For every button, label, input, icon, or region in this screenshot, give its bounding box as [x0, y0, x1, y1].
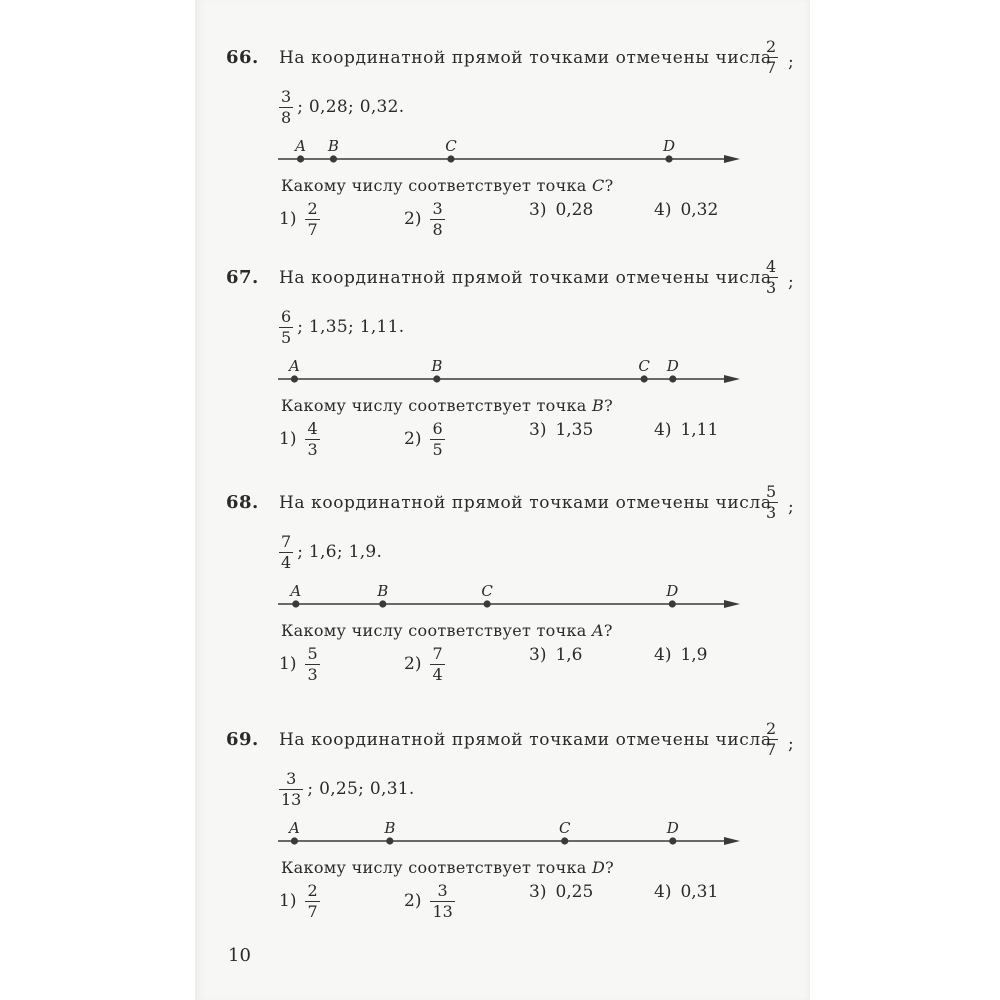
point-label: B	[431, 357, 443, 375]
point-a	[291, 837, 298, 844]
statement-continuation	[279, 88, 404, 126]
statement-values: ; 1,6; 1,9.	[297, 542, 383, 563]
statement-fraction	[764, 258, 778, 296]
question-point: B	[592, 396, 605, 415]
option-number: 3)	[529, 420, 547, 440]
numerator: 5	[307, 644, 318, 663]
point-b	[330, 155, 337, 162]
point-label: D	[666, 819, 679, 837]
denominator: 7	[307, 901, 318, 921]
denominator: 3	[766, 502, 777, 522]
problem-number: 68.	[226, 492, 259, 513]
question	[281, 621, 613, 640]
number-line	[270, 577, 740, 613]
statement-continuation	[279, 533, 382, 571]
point-b	[433, 375, 440, 382]
statement-semicolon: ;	[788, 272, 794, 292]
answer-option-2[interactable]	[404, 645, 445, 683]
denominator: 7	[307, 219, 318, 239]
answer-option-3[interactable]	[529, 645, 583, 665]
question-text: Какому числу соответствует точка	[281, 621, 593, 640]
problem-67	[0, 220, 1000, 460]
point-c	[447, 155, 454, 162]
problem-number: 67.	[226, 267, 259, 288]
point-label: C	[481, 582, 493, 600]
statement-values: ; 0,25; 0,31.	[307, 779, 415, 800]
option-value: 0,25	[555, 882, 594, 902]
axis-arrow	[724, 600, 740, 608]
denominator: 4	[432, 664, 443, 684]
option-number: 2)	[404, 429, 422, 450]
problem-statement: На координатной прямой точками отмечены числа	[279, 730, 772, 750]
question	[281, 858, 614, 877]
denominator: 13	[432, 901, 453, 921]
point-a	[292, 600, 299, 607]
option-number: 1)	[279, 209, 297, 230]
answer-option-3[interactable]	[529, 420, 593, 440]
statement-fraction	[279, 88, 293, 126]
point-d	[669, 837, 676, 844]
problem-number: 69.	[226, 729, 259, 750]
denominator: 3	[307, 439, 318, 459]
option-fraction	[305, 645, 319, 683]
denominator: 3	[307, 664, 318, 684]
point-label: C	[638, 357, 650, 375]
question	[281, 176, 613, 195]
option-number: 2)	[404, 654, 422, 675]
numerator: 3	[286, 769, 297, 788]
axis-arrow	[724, 375, 740, 383]
option-fraction	[430, 882, 454, 920]
problem-66	[0, 0, 1000, 240]
option-number: 4)	[654, 882, 672, 902]
numerator: 6	[432, 419, 443, 438]
point-label: B	[384, 819, 396, 837]
answer-option-3[interactable]	[529, 200, 593, 220]
option-value: 1,11	[680, 420, 719, 440]
denominator: 8	[281, 107, 292, 127]
point-label: A	[295, 137, 306, 155]
denominator: 5	[432, 439, 443, 459]
point-label: B	[377, 582, 389, 600]
denominator: 8	[432, 219, 443, 239]
problem-statement: На координатной прямой точками отмечены числа	[279, 493, 772, 513]
question-mark: ?	[605, 858, 615, 877]
problem-number: 66.	[226, 47, 259, 68]
option-number: 2)	[404, 209, 422, 230]
numerator: 5	[766, 482, 777, 501]
answer-option-4[interactable]	[654, 200, 718, 220]
option-value: 0,28	[555, 200, 594, 220]
point-a	[297, 155, 304, 162]
statement-fraction	[279, 308, 293, 346]
option-number: 3)	[529, 200, 547, 220]
question-point: C	[592, 176, 605, 195]
number-line	[270, 352, 740, 388]
option-fraction	[430, 645, 444, 683]
numerator: 4	[307, 419, 318, 438]
option-number: 4)	[654, 200, 672, 220]
numerator: 3	[281, 87, 292, 106]
point-c	[641, 375, 648, 382]
statement-continuation	[279, 770, 415, 808]
denominator: 13	[281, 789, 302, 809]
problem-68	[0, 445, 1000, 685]
point-b	[379, 600, 386, 607]
option-value: 0,31	[680, 882, 719, 902]
answer-option-4[interactable]	[654, 882, 718, 902]
statement-fraction	[279, 770, 303, 808]
problem-statement: На координатной прямой точками отмечены числа	[279, 268, 772, 288]
statement-values: ; 0,28; 0,32.	[297, 97, 405, 118]
question-text: Какому числу соответствует точка	[281, 396, 593, 415]
question-mark: ?	[604, 396, 613, 415]
answer-option-1[interactable]	[279, 645, 320, 683]
option-fraction	[305, 882, 319, 920]
statement-fraction	[764, 38, 778, 76]
question-text: Какому числу соответствует точка	[281, 176, 593, 195]
option-value: 0,32	[680, 200, 719, 220]
problem-statement: На координатной прямой точками отмечены числа	[279, 48, 772, 68]
numerator: 7	[281, 532, 292, 551]
statement-fraction	[764, 720, 778, 758]
statement-semicolon: ;	[788, 734, 794, 754]
denominator: 7	[766, 739, 777, 759]
statement-values: ; 1,35; 1,11.	[297, 317, 405, 338]
page-number: 10	[228, 945, 251, 966]
option-value: 1,6	[555, 645, 583, 665]
numerator: 6	[281, 307, 292, 326]
point-label: A	[289, 357, 300, 375]
statement-semicolon: ;	[788, 52, 794, 72]
point-label: D	[663, 137, 676, 155]
question-mark: ?	[603, 621, 613, 640]
point-d	[665, 155, 672, 162]
numerator: 7	[432, 644, 443, 663]
number-line	[270, 132, 740, 168]
statement-semicolon: ;	[788, 497, 794, 517]
question-text: Какому числу соответствует точка	[281, 858, 593, 877]
denominator: 4	[281, 552, 292, 572]
numerator: 2	[766, 37, 777, 56]
answer-option-3[interactable]	[529, 882, 593, 902]
statement-continuation	[279, 308, 404, 346]
numerator: 2	[307, 199, 318, 218]
numerator: 3	[432, 199, 443, 218]
statement-fraction	[279, 533, 293, 571]
denominator: 5	[281, 327, 292, 347]
option-number: 3)	[529, 645, 547, 665]
option-number: 4)	[654, 420, 672, 440]
problem-69	[0, 682, 1000, 922]
question	[281, 396, 613, 415]
option-number: 2)	[404, 891, 422, 912]
point-a	[291, 375, 298, 382]
point-d	[669, 375, 676, 382]
point-c	[484, 600, 491, 607]
option-number: 1)	[279, 429, 297, 450]
option-number: 4)	[654, 645, 672, 665]
axis-arrow	[724, 155, 740, 163]
point-label: D	[666, 357, 679, 375]
option-number: 1)	[279, 654, 297, 675]
point-label: D	[666, 582, 679, 600]
point-d	[669, 600, 676, 607]
numerator: 2	[766, 719, 777, 738]
question-point: D	[592, 858, 606, 877]
answer-option-4[interactable]	[654, 420, 718, 440]
numerator: 3	[437, 881, 448, 900]
point-label: C	[558, 819, 571, 837]
point-label: A	[289, 819, 300, 837]
option-number: 1)	[279, 891, 297, 912]
point-label: A	[290, 582, 302, 600]
question-point: A	[592, 621, 604, 640]
answer-option-1[interactable]	[279, 882, 320, 920]
point-label: B	[327, 137, 339, 155]
numerator: 2	[307, 881, 318, 900]
point-label: C	[445, 137, 457, 155]
option-number: 3)	[529, 882, 547, 902]
axis-arrow	[724, 837, 740, 845]
option-value: 1,35	[555, 420, 594, 440]
question-mark: ?	[604, 176, 614, 195]
answer-option-2[interactable]	[404, 882, 455, 920]
denominator: 3	[766, 277, 777, 297]
number-line	[270, 814, 740, 850]
denominator: 7	[766, 57, 777, 77]
point-b	[386, 837, 393, 844]
point-c	[561, 837, 568, 844]
numerator: 4	[766, 257, 777, 276]
answer-option-4[interactable]	[654, 645, 708, 665]
statement-fraction	[764, 483, 778, 521]
option-value: 1,9	[680, 645, 708, 665]
